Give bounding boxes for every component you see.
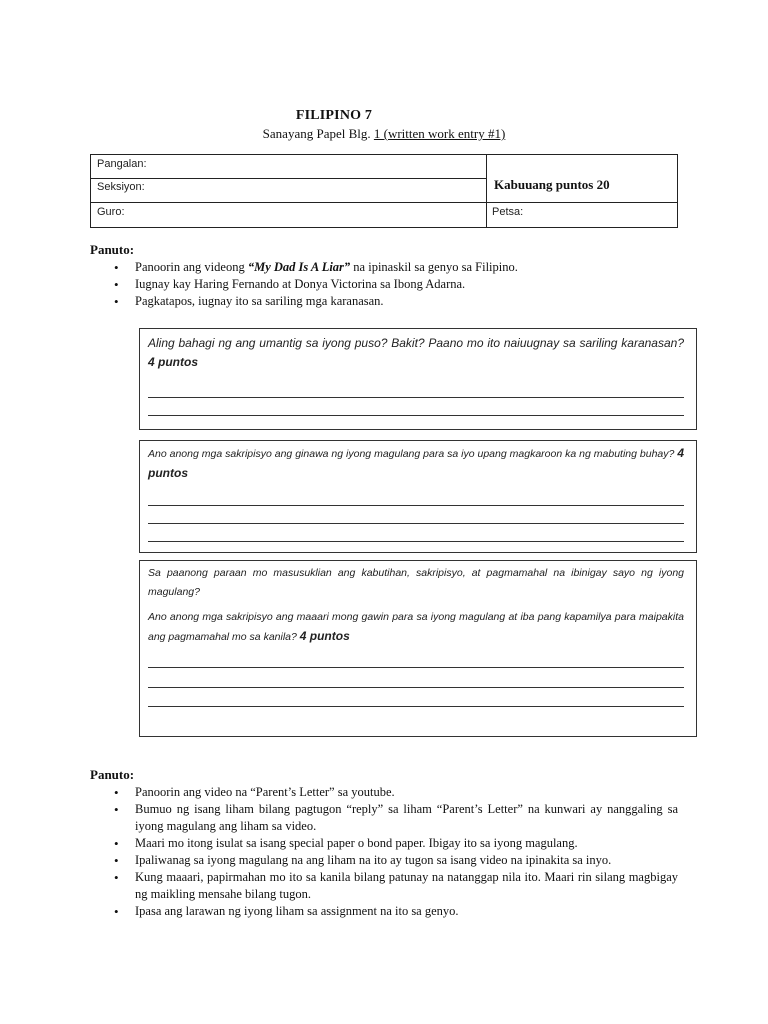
answer-line[interactable] [148, 706, 684, 707]
worksheet-subtitle [0, 126, 768, 142]
table-divider [91, 178, 486, 179]
subtitle-prefix: Sanayang Papel Blg. [262, 126, 371, 141]
answer-line[interactable] [148, 415, 684, 416]
question-box-3 [139, 560, 697, 737]
list-item: • Kung maaari, papirmahan mo ito sa kanila bilang patunay na natanggap nila ito. Maari rin silang magbigay ng maikling mensahe bilang tugon. [90, 869, 678, 903]
list-item: • Pagkatapos, iugnay ito sa sariling mga karanasan. [90, 293, 690, 310]
answer-line[interactable] [148, 397, 684, 398]
instructions-heading-1: Panuto: [90, 242, 135, 257]
student-info-table [90, 154, 678, 228]
instructions-list-1 [90, 259, 690, 310]
section-field-label: Seksiyon: [97, 181, 145, 193]
instructions-heading-2: Panuto: [90, 767, 135, 782]
question-box-2 [139, 440, 697, 553]
question-3b-text: Ano anong mga sakripisyo ang maaari mong gawin para sa iyong magulang at iba pang kapamilya para maipakita ang pagmamahal mo sa kanila? 4 puntos [148, 611, 684, 643]
table-divider [91, 202, 677, 203]
list-item: • Ipasa ang larawan ng iyong liham sa assignment na ito sa genyo. [90, 903, 678, 920]
instructions-list-2 [90, 784, 678, 920]
list-item: • Bumuo ng isang liham bilang pagtugon “reply” sa liham “Parent’s Letter” na kunwari ay nanggaling sa iyong magulang ang liham sa video. [90, 801, 678, 835]
question-box-1 [139, 328, 697, 430]
list-item: • Panoorin ang videong “My Dad Is A Liar” na ipinaskil sa genyo sa Filipino. [90, 259, 690, 276]
total-score-label: Kabuuang puntos 20 [494, 177, 610, 192]
question-3-points: 4 puntos [299, 629, 350, 643]
question-1-points: 4 puntos [148, 355, 198, 369]
question-2-points: 4 puntos [148, 446, 684, 480]
name-field-label: Pangalan: [97, 158, 147, 170]
answer-line[interactable] [148, 687, 684, 688]
list-item: • Maari mo itong isulat sa isang special paper o bond paper. Ibigay ito sa iyong magulang. [90, 835, 678, 852]
list-item: • Ipaliwanag sa iyong magulang na ang liham na ito ay tugon sa isang video na ipinakita sa inyo. [90, 852, 678, 869]
answer-line[interactable] [148, 523, 684, 524]
video-title: “My Dad Is A Liar” [247, 260, 351, 274]
worksheet-title: FILIPINO 7 [295, 108, 373, 123]
teacher-field-label: Guro: [97, 206, 125, 218]
answer-line[interactable] [148, 541, 684, 542]
list-item: • Panoorin ang video na “Parent’s Letter” sa youtube. [90, 784, 678, 801]
date-field-label: Petsa: [492, 206, 524, 218]
subtitle-entry: 1 (written work entry #1) [373, 126, 506, 141]
question-2-text: Ano anong mga sakripisyo ang ginawa ng iyong magulang para sa iyo upang magkaroon ka ng mabuting buhay? 4 puntos [148, 446, 684, 480]
question-3a-text: Sa paanong paraan mo masusuklian ang kabutihan, sakripisyo, at pagmamahal na ibinigay sayo ng iyong magulang? [148, 567, 684, 598]
answer-line[interactable] [148, 667, 684, 668]
answer-line[interactable] [148, 505, 684, 506]
list-item: • Iugnay kay Haring Fernando at Donya Victorina sa Ibong Adarna. [90, 276, 690, 293]
table-divider [486, 155, 487, 227]
question-1-text: Aling bahagi ng ang umantig sa iyong puso? Bakit? Paano mo ito naiuugnay sa sariling karanasan? 4 puntos [148, 336, 684, 369]
